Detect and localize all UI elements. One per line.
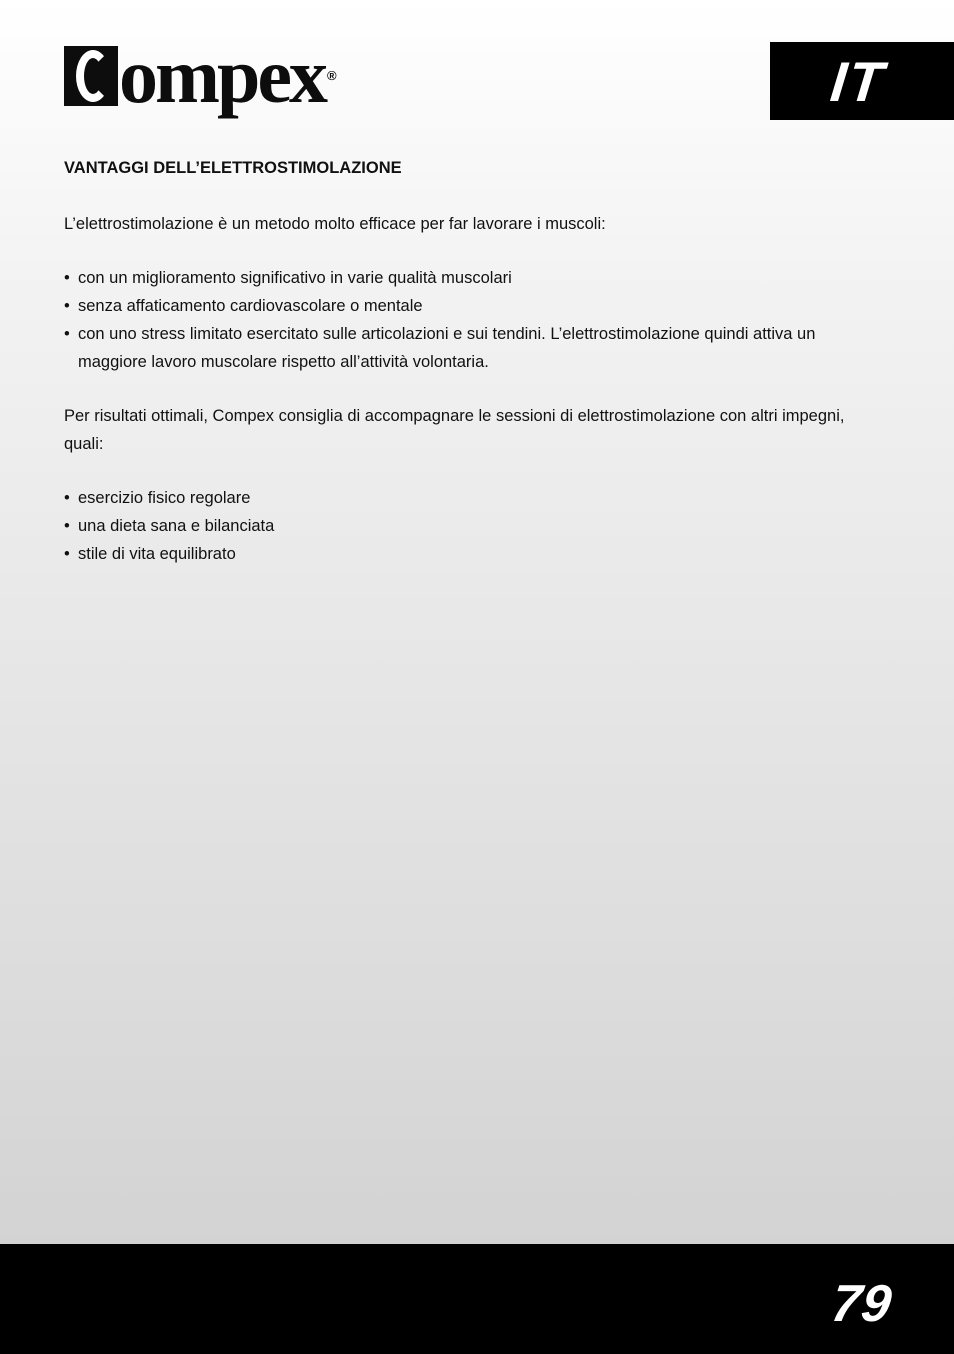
list-item: • esercizio fisico regolare xyxy=(64,484,884,512)
list-item: • stile di vita equilibrato xyxy=(64,540,884,568)
list-item: • una dieta sana e bilanciata xyxy=(64,512,884,540)
logo-registered-mark: ® xyxy=(326,68,337,83)
intro-paragraph: L’elettrostimolazione è un metodo molto efficace per far lavorare i muscoli: xyxy=(64,215,606,233)
benefits-list xyxy=(64,264,884,376)
compex-logo xyxy=(64,32,337,122)
language-tab xyxy=(770,42,954,120)
list-item: • con un miglioramento significativo in varie qualità muscolari xyxy=(64,264,884,292)
language-code: IT xyxy=(827,49,889,113)
list-item: • senza affaticamento cardiovascolare o mentale xyxy=(64,292,884,320)
page-content xyxy=(64,150,884,568)
recommendation-paragraph: Per risultati ottimali, Compex consiglia di accompagnare le sessioni di elettrostimolazione con altri impegni, quali: xyxy=(64,407,845,453)
habits-list xyxy=(64,484,884,568)
page-number: 79 xyxy=(828,1275,897,1333)
logo-wordmark: ompex xyxy=(119,32,325,119)
logo-c-mark-icon xyxy=(64,46,118,106)
section-heading: VANTAGGI DELL’ELETTROSTIMOLAZIONE xyxy=(64,159,402,177)
footer-bar xyxy=(0,1244,954,1354)
list-item: • con uno stress limitato esercitato sulle articolazioni e sui tendini. L’elettrostimolazione quindi attiva un maggiore lavoro muscolare rispetto all’attività volontaria. xyxy=(64,320,884,376)
